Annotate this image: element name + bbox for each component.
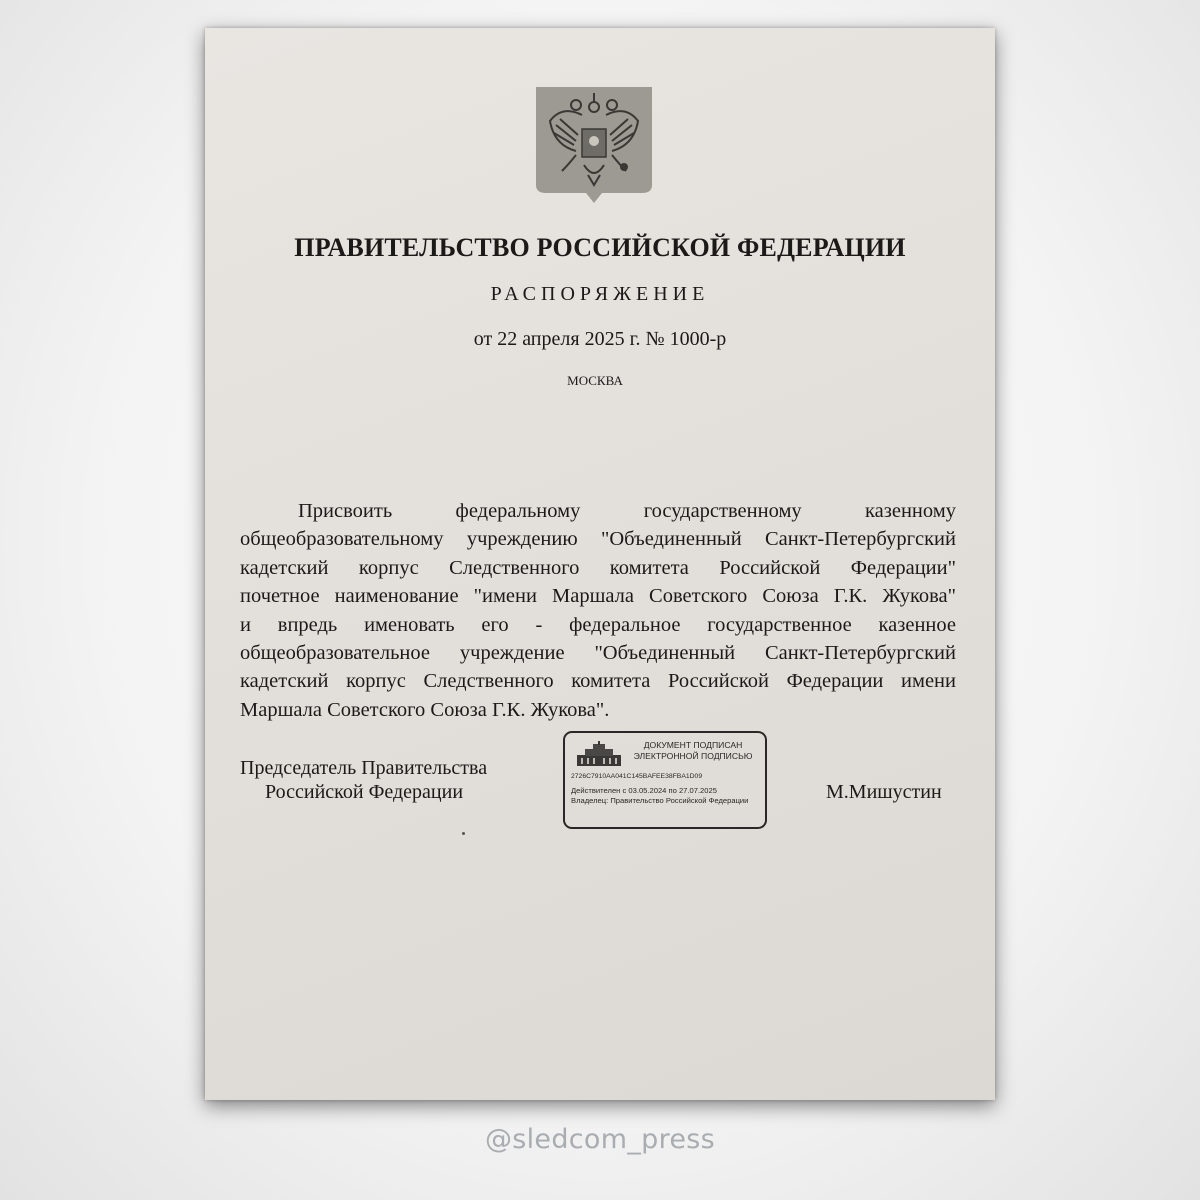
- body-line: почетное наименование "имени Маршала Советского Союза Г.К. Жукова": [240, 585, 956, 608]
- body-line: кадетский корпус Следственного комитета Российской Федерации имени: [240, 670, 956, 693]
- document-type: РАСПОРЯЖЕНИЕ: [490, 283, 710, 305]
- body-line: общеобразовательному учреждению "Объединенный Санкт-Петербургский: [240, 528, 956, 551]
- certificate-owner: Владелец: Правительство Российской Федерации: [571, 796, 749, 805]
- coat-of-arms-emblem: [532, 85, 656, 205]
- government-building-icon: [575, 741, 623, 767]
- body-line: и впредь именовать его - федеральное государственное казенное: [240, 613, 956, 636]
- body-line: Маршала Советского Союза Г.К. Жукова".: [240, 698, 610, 721]
- body-line: Присвоить федеральному государственному казенному: [298, 500, 956, 522]
- watermark: @sledcom_press: [484, 1124, 716, 1155]
- body-line: общеобразовательное учреждение "Объединенный Санкт-Петербургский: [240, 641, 956, 664]
- date-and-number: от 22 апреля 2025 г. № 1000-р: [473, 328, 727, 350]
- body-line: кадетский корпус Следственного комитета Российской Федерации": [240, 556, 956, 579]
- certificate-validity: Действителен с 03.05.2024 по 27.07.2025: [571, 786, 717, 795]
- signatory-position: Председатель Правительства: [240, 757, 488, 779]
- stamp-details: [571, 786, 761, 806]
- certificate-id: 2726C7910AA041C145BAFEE38FBA1D09: [571, 773, 703, 780]
- document-page: [205, 28, 995, 1100]
- stamp-heading: [623, 740, 763, 762]
- issuer-title: ПРАВИТЕЛЬСТВО РОССИЙСКОЙ ФЕДЕРАЦИИ: [294, 233, 906, 262]
- city: МОСКВА: [567, 373, 623, 388]
- stamp-heading-line1: ДОКУМЕНТ ПОДПИСАН: [643, 740, 743, 750]
- document-body: [240, 497, 956, 724]
- electronic-signature-stamp: [563, 731, 767, 829]
- stamp-heading-line2: ЭЛЕКТРОННОЙ ПОДПИСЬЮ: [633, 751, 753, 761]
- signatory-position-cont: Российской Федерации: [265, 781, 464, 803]
- paper-speck: [462, 832, 465, 835]
- signatory-name: М.Мишустин: [826, 781, 942, 803]
